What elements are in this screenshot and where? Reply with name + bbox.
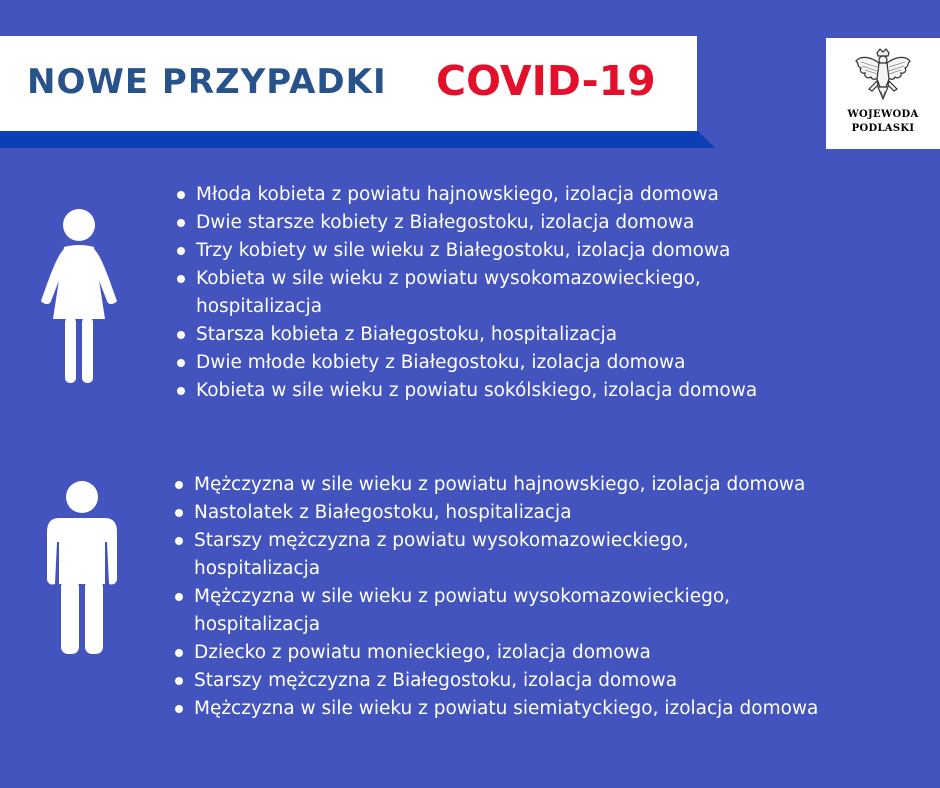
list-item bbox=[175, 265, 757, 321]
list-item-line2: hospitalizacja bbox=[196, 296, 323, 317]
logo-text-line1: WOJEWODA bbox=[847, 109, 919, 120]
list-item: Starsza kobieta z Białegostoku, hospitalizacja bbox=[175, 321, 757, 349]
list-item: Nastolatek z Białegostoku, hospitalizacja bbox=[173, 499, 818, 527]
female-cases-list bbox=[175, 181, 757, 405]
list-item bbox=[173, 527, 818, 583]
list-item: Mężczyzna w sile wieku z powiatu siemiatyckiego, izolacja domowa bbox=[173, 695, 818, 723]
list-item: Kobieta w sile wieku z powiatu sokólskiego, izolacja domowa bbox=[175, 377, 757, 405]
female-figure-icon bbox=[39, 207, 119, 383]
list-item-line2: hospitalizacja bbox=[194, 614, 321, 635]
eagle-emblem-icon bbox=[853, 47, 913, 105]
list-item-line1: Kobieta w sile wieku z powiatu wysokomazowieckiego, bbox=[196, 268, 701, 289]
list-item-line1: Mężczyzna w sile wieku z powiatu wysokomazowieckiego, bbox=[194, 586, 731, 607]
list-item: Dziecko z powiatu monieckiego, izolacja domowa bbox=[173, 639, 818, 667]
list-item: Młoda kobieta z powiatu hajnowskiego, izolacja domowa bbox=[175, 181, 757, 209]
list-item: Trzy kobiety w sile wieku z Białegostoku, izolacja domowa bbox=[175, 237, 757, 265]
list-item: Starszy mężczyzna z Białegostoku, izolacja domowa bbox=[173, 667, 818, 695]
list-item bbox=[173, 583, 818, 639]
list-item-line1: Starszy mężczyzna z powiatu wysokomazowieckiego, bbox=[194, 530, 689, 551]
list-item-line2: hospitalizacja bbox=[194, 558, 321, 579]
male-cases-list bbox=[173, 471, 818, 723]
page-title: NOWE PRZYPADKI bbox=[27, 62, 387, 102]
wojewoda-logo bbox=[826, 38, 940, 149]
page-title-accent: COVID-19 bbox=[436, 57, 656, 105]
list-item: Mężczyzna w sile wieku z powiatu hajnowskiego, izolacja domowa bbox=[173, 471, 818, 499]
list-item: Dwie starsze kobiety z Białegostoku, izolacja domowa bbox=[175, 209, 757, 237]
logo-text-line2: PODLASKI bbox=[851, 123, 915, 134]
male-figure-icon bbox=[45, 480, 119, 654]
list-item: Dwie młode kobiety z Białegostoku, izolacja domowa bbox=[175, 349, 757, 377]
